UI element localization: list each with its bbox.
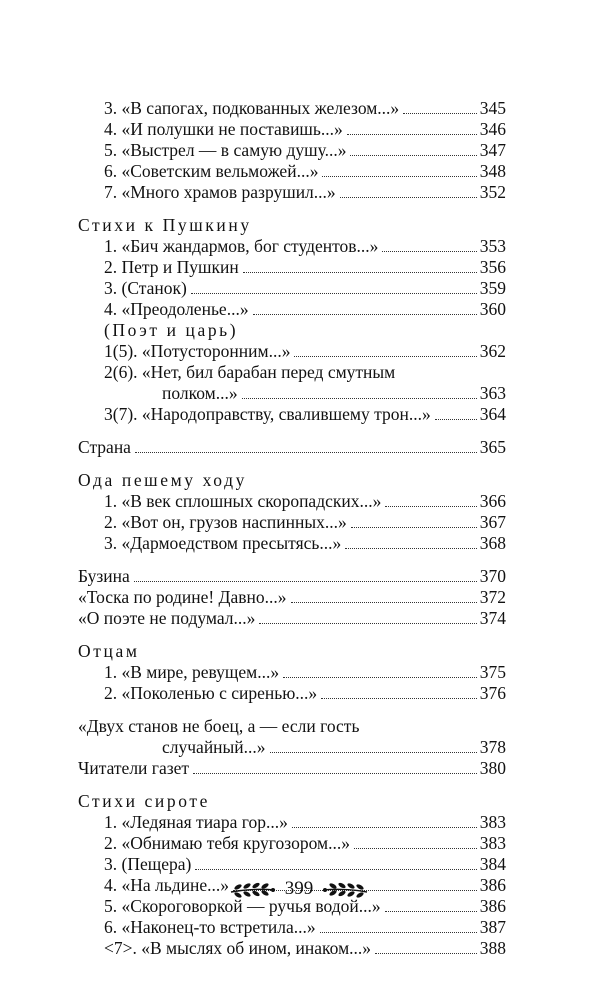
- toc-entry[interactable]: [78, 341, 506, 362]
- toc-entry-page-number: 368: [479, 533, 506, 553]
- dot-leader: [382, 251, 476, 252]
- toc-entry[interactable]: [78, 299, 506, 320]
- toc-entry-title: полком...»: [162, 383, 238, 403]
- toc-entry-title: Страна: [78, 437, 131, 457]
- toc-entry-title: 1. «В мире, ревущем...»: [104, 662, 280, 682]
- toc-entry-title: 4. «На льдине...»: [104, 875, 230, 895]
- toc-entry[interactable]: [78, 662, 506, 683]
- toc-entry-page-number: 363: [479, 383, 506, 403]
- toc-entry[interactable]: [78, 140, 506, 161]
- section-spacer: [78, 203, 506, 215]
- dot-leader: [134, 581, 477, 582]
- toc-entry-title: 2. Петр и Пушкин: [104, 257, 239, 277]
- toc-entry-page-number: 348: [479, 161, 506, 181]
- toc-entry-page-number: 378: [479, 737, 506, 757]
- toc-entry-title: Бузина: [78, 566, 130, 586]
- dot-leader: [243, 272, 477, 273]
- toc-entry-page-number: 365: [479, 437, 506, 457]
- toc-entry-title: 2. «Вот он, грузов наспинных...»: [104, 512, 347, 532]
- toc-entry-title: <7>. «В мыслях об ином, инаком...»: [104, 938, 372, 958]
- toc-entry[interactable]: [78, 119, 506, 140]
- toc-entry-page-number: 366: [479, 491, 506, 511]
- toc-entry-page-number: 384: [479, 854, 506, 874]
- dot-leader: [385, 506, 476, 507]
- section-spacer: [78, 704, 506, 716]
- toc-entry[interactable]: [78, 404, 506, 425]
- toc-entry-page-number: 345: [479, 98, 506, 118]
- dot-leader: [135, 452, 477, 453]
- dot-leader: [193, 773, 477, 774]
- toc-entry-title: 6. «Наконец-то встретила...»: [104, 917, 316, 937]
- dot-leader: [294, 356, 476, 357]
- toc-entry-page-number: 346: [479, 119, 506, 139]
- dot-leader: [270, 752, 477, 753]
- toc-entry[interactable]: [78, 383, 506, 404]
- dot-leader: [259, 623, 476, 624]
- toc-entry-title: 1. «Бич жандармов, бог студентов...»: [104, 236, 379, 256]
- toc-entry[interactable]: [78, 533, 506, 554]
- toc-entry[interactable]: [78, 98, 506, 119]
- toc-entry-title: «Тоска по родине! Давно...»: [78, 587, 287, 607]
- toc-entry[interactable]: [78, 608, 506, 629]
- toc-entry-page-number: 374: [479, 608, 506, 628]
- section-heading: Ода пешему ходу: [78, 470, 248, 490]
- toc-entry-first-line: 2(6). «Нет, бил барабан перед смутным: [104, 362, 396, 382]
- section-heading: Стихи к Пушкину: [78, 215, 252, 235]
- toc-entry-page-number: 359: [479, 278, 506, 298]
- toc-entry[interactable]: [78, 491, 506, 512]
- dot-leader: [292, 827, 477, 828]
- page-number: 399: [284, 878, 314, 899]
- toc-entry-title: 5. «Выстрел — в самую душу...»: [104, 140, 347, 160]
- dot-leader: [403, 113, 477, 114]
- toc-entry[interactable]: [78, 587, 506, 608]
- dot-leader: [320, 932, 477, 933]
- toc-entry-page-number: 376: [479, 683, 506, 703]
- toc-entry[interactable]: [78, 938, 506, 959]
- page-footer: [0, 878, 598, 900]
- toc-entry-page-number: 375: [479, 662, 506, 682]
- dot-leader: [283, 677, 477, 678]
- table-of-contents: [78, 98, 506, 959]
- toc-entry-page-number: 386: [479, 896, 506, 916]
- toc-entry[interactable]: [78, 758, 506, 779]
- dot-leader: [350, 155, 476, 156]
- toc-entry[interactable]: [78, 854, 506, 875]
- dot-leader: [347, 134, 477, 135]
- toc-entry-title: 1. «Ледяная тиара гор...»: [104, 812, 288, 832]
- toc-entry[interactable]: [78, 437, 506, 458]
- section-spacer: [78, 629, 506, 641]
- toc-entry-title: «О поэте не подумал...»: [78, 608, 256, 628]
- toc-entry[interactable]: [78, 236, 506, 257]
- toc-entry-title: 3. (Станок): [104, 278, 187, 298]
- dot-leader: [291, 602, 477, 603]
- toc-entry-page-number: 367: [479, 512, 506, 532]
- toc-entry-title: 7. «Много храмов разрушил...»: [104, 182, 336, 202]
- toc-entry[interactable]: [78, 278, 506, 299]
- toc-entry[interactable]: [78, 737, 506, 758]
- dot-leader: [191, 293, 477, 294]
- toc-entry[interactable]: [78, 257, 506, 278]
- toc-entry-page-number: 364: [479, 404, 506, 424]
- dot-leader: [354, 848, 477, 849]
- toc-entry-title: 3. «В сапогах, подкованных железом...»: [104, 98, 400, 118]
- toc-entry-title: 6. «Советским вельможей...»: [104, 161, 319, 181]
- toc-entry-title: 3. (Пещера): [104, 854, 192, 874]
- toc-entry-title: 3(7). «Народоправству, свалившему трон...»: [104, 404, 431, 424]
- section-spacer: [78, 779, 506, 791]
- section-spacer: [78, 554, 506, 566]
- section-heading: Отцам: [78, 641, 140, 661]
- toc-entry[interactable]: [78, 161, 506, 182]
- toc-entry-title: случайный...»: [162, 737, 266, 757]
- dot-leader: [321, 698, 477, 699]
- toc-entry-first-line: «Двух станов не боец, а — если гость: [78, 716, 360, 736]
- toc-entry[interactable]: [78, 512, 506, 533]
- dot-leader: [385, 911, 477, 912]
- toc-entry-page-number: 386: [479, 875, 506, 895]
- laurel-branch-icon: [321, 879, 369, 899]
- toc-entry[interactable]: [78, 182, 506, 203]
- toc-entry-page-number: 380: [479, 758, 506, 778]
- toc-entry[interactable]: [78, 833, 506, 854]
- toc-entry-page-number: 360: [479, 299, 506, 319]
- toc-entry-title: 4. «И полушки не поставишь...»: [104, 119, 343, 139]
- toc-entry-page-number: 353: [479, 236, 506, 256]
- toc-entry-page-number: 370: [479, 566, 506, 586]
- toc-entry-page-number: 352: [479, 182, 506, 202]
- dot-leader: [375, 953, 477, 954]
- toc-entry-title: 2. «Поколенью с сиренью...»: [104, 683, 318, 703]
- section-spacer: [78, 458, 506, 470]
- dot-leader: [351, 527, 477, 528]
- dot-leader: [253, 314, 477, 315]
- toc-entry[interactable]: [78, 812, 506, 833]
- toc-entry-page-number: 383: [479, 833, 506, 853]
- toc-entry-page-number: 383: [479, 812, 506, 832]
- toc-entry[interactable]: [78, 917, 506, 938]
- section-heading: Стихи сироте: [78, 791, 210, 811]
- dot-leader: [435, 419, 477, 420]
- toc-entry-title: 5. «Скороговоркой — ручья водой...»: [104, 896, 381, 916]
- dot-leader: [195, 869, 476, 870]
- toc-entry-title: 1. «В век сплошных скоропадских...»: [104, 491, 382, 511]
- toc-entry-page-number: 387: [479, 917, 506, 937]
- toc-entry-page-number: 347: [479, 140, 506, 160]
- toc-entry-page-number: 356: [479, 257, 506, 277]
- toc-entry-page-number: 362: [479, 341, 506, 361]
- toc-entry[interactable]: [78, 566, 506, 587]
- toc-entry-title: 1(5). «Потусторонним...»: [104, 341, 291, 361]
- dot-leader: [345, 548, 476, 549]
- dot-leader: [340, 197, 477, 198]
- toc-entry-page-number: 388: [479, 938, 506, 958]
- dot-leader: [242, 398, 477, 399]
- toc-entry-page-number: 372: [479, 587, 506, 607]
- toc-entry-title: 3. «Дармоедством пресытясь...»: [104, 533, 342, 553]
- toc-entry-title: Читатели газет: [78, 758, 190, 778]
- toc-entry-title: 4. «Преодоленье...»: [104, 299, 249, 319]
- toc-entry-title: 2. «Обнимаю тебя кругозором...»: [104, 833, 350, 853]
- toc-entry[interactable]: [78, 683, 506, 704]
- dot-leader: [322, 176, 476, 177]
- laurel-branch-icon: [229, 879, 277, 899]
- section-heading: (Поэт и царь): [104, 320, 239, 340]
- section-spacer: [78, 425, 506, 437]
